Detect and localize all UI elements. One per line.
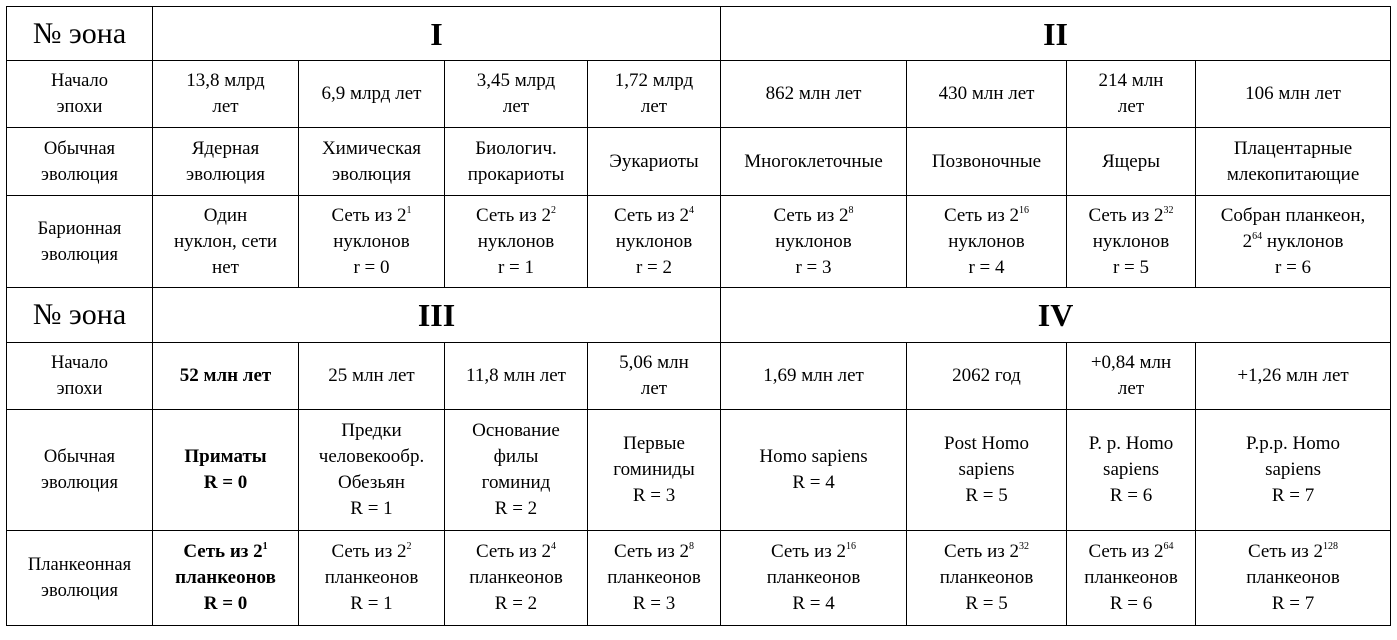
baryon-evolution-cell: Собран планкеон, $2^{64}$ нуклонов r = 6 — [1196, 196, 1391, 288]
baryon-evolution-cell: Сеть из $2^8$ нуклонов r = 3 — [721, 196, 907, 288]
ordinary-evolution-cell: Post Homo sapiens R = 5 — [907, 410, 1067, 531]
row-label-ordinary-evolution: Обычная эволюция — [7, 410, 153, 531]
epoch-start-cell: 5,06 млн лет — [588, 343, 721, 410]
epoch-start-cell: 52 млн лет — [153, 343, 299, 410]
ordinary-evolution-cell: Приматы R = 0 — [153, 410, 299, 531]
epoch-start-cell: 106 млн лет — [1196, 61, 1391, 128]
baryon-evolution-cell: Сеть из $2^1$ нуклонов r = 0 — [299, 196, 445, 288]
planckeon-evolution-cell: Сеть из $2^{64}$ планкеонов R = 6 — [1067, 531, 1196, 626]
planckeon-evolution-cell: Сеть из $2^{128}$ планкеонов R = 7 — [1196, 531, 1391, 626]
ordinary-evolution-cell: P. p. Homo sapiens R = 6 — [1067, 410, 1196, 531]
epoch-start-cell: +1,26 млн лет — [1196, 343, 1391, 410]
ordinary-evolution-cell: Ядерная эволюция — [153, 128, 299, 196]
row-label-ordinary-evolution: Обычная эволюция — [7, 128, 153, 196]
ordinary-evolution-cell: Ящеры — [1067, 128, 1196, 196]
eon-number-label: № эона — [7, 288, 153, 343]
baryon-evolution-cell: Сеть из $2^{32}$ нуклонов r = 5 — [1067, 196, 1196, 288]
epoch-start-cell: 1,72 млрд лет — [588, 61, 721, 128]
eon-number-label: № эона — [7, 7, 153, 61]
ordinary-evolution-cell: Первые гоминиды R = 3 — [588, 410, 721, 531]
ordinary-evolution-cell: Предки человекообр. Обезьян R = 1 — [299, 410, 445, 531]
baryon-evolution-cell: Сеть из $2^4$ нуклонов r = 2 — [588, 196, 721, 288]
row-label-baryon-evolution: Барионная эволюция — [7, 196, 153, 288]
baryon-evolution-cell: Один нуклон, сети нет — [153, 196, 299, 288]
epoch-start-cell: 862 млн лет — [721, 61, 907, 128]
ordinary-evolution-cell: P.p.p. Homo sapiens R = 7 — [1196, 410, 1391, 531]
epoch-start-cell: 2062 год — [907, 343, 1067, 410]
eon-I-header: I — [153, 7, 721, 61]
planckeon-evolution-cell: Сеть из $2^2$ планкеонов R = 1 — [299, 531, 445, 626]
epoch-start-cell: 214 млн лет — [1067, 61, 1196, 128]
epoch-start-cell: 430 млн лет — [907, 61, 1067, 128]
planckeon-evolution-cell: Сеть из $2^{16}$ планкеонов R = 4 — [721, 531, 907, 626]
eon-III-header: III — [153, 288, 721, 343]
eon-evolution-table — [6, 6, 1391, 626]
eon-II-header: II — [721, 7, 1391, 61]
planckeon-evolution-cell: Сеть из $2^4$ планкеонов R = 2 — [445, 531, 588, 626]
epoch-start-cell: 25 млн лет — [299, 343, 445, 410]
baryon-evolution-cell: Сеть из $2^{16}$ нуклонов r = 4 — [907, 196, 1067, 288]
ordinary-evolution-cell: Плацентарные млекопитающие — [1196, 128, 1391, 196]
ordinary-evolution-cell: Химическая эволюция — [299, 128, 445, 196]
ordinary-evolution-cell: Многоклеточные — [721, 128, 907, 196]
epoch-start-cell: 13,8 млрд лет — [153, 61, 299, 128]
planckeon-evolution-cell: Сеть из $2^{32}$ планкеонов R = 5 — [907, 531, 1067, 626]
ordinary-evolution-cell: Homo sapiens R = 4 — [721, 410, 907, 531]
row-label-epoch-start: Начало эпохи — [7, 61, 153, 128]
ordinary-evolution-cell: Основание филы гоминид R = 2 — [445, 410, 588, 531]
epoch-start-cell: +0,84 млн лет — [1067, 343, 1196, 410]
ordinary-evolution-cell: Позвоночные — [907, 128, 1067, 196]
epoch-start-cell: 3,45 млрд лет — [445, 61, 588, 128]
ordinary-evolution-cell: Биологич. прокариоты — [445, 128, 588, 196]
epoch-start-cell: 1,69 млн лет — [721, 343, 907, 410]
ordinary-evolution-cell: Эукариоты — [588, 128, 721, 196]
baryon-evolution-cell: Сеть из $2^2$ нуклонов r = 1 — [445, 196, 588, 288]
epoch-start-cell: 6,9 млрд лет — [299, 61, 445, 128]
planckeon-evolution-cell: Сеть из $2^8$ планкеонов R = 3 — [588, 531, 721, 626]
row-label-planckeon-evolution: Планкеонная эволюция — [7, 531, 153, 626]
planckeon-evolution-cell: Сеть из $2^1$ планкеонов R = 0 — [153, 531, 299, 626]
row-label-epoch-start: Начало эпохи — [7, 343, 153, 410]
epoch-start-cell: 11,8 млн лет — [445, 343, 588, 410]
eon-IV-header: IV — [721, 288, 1391, 343]
